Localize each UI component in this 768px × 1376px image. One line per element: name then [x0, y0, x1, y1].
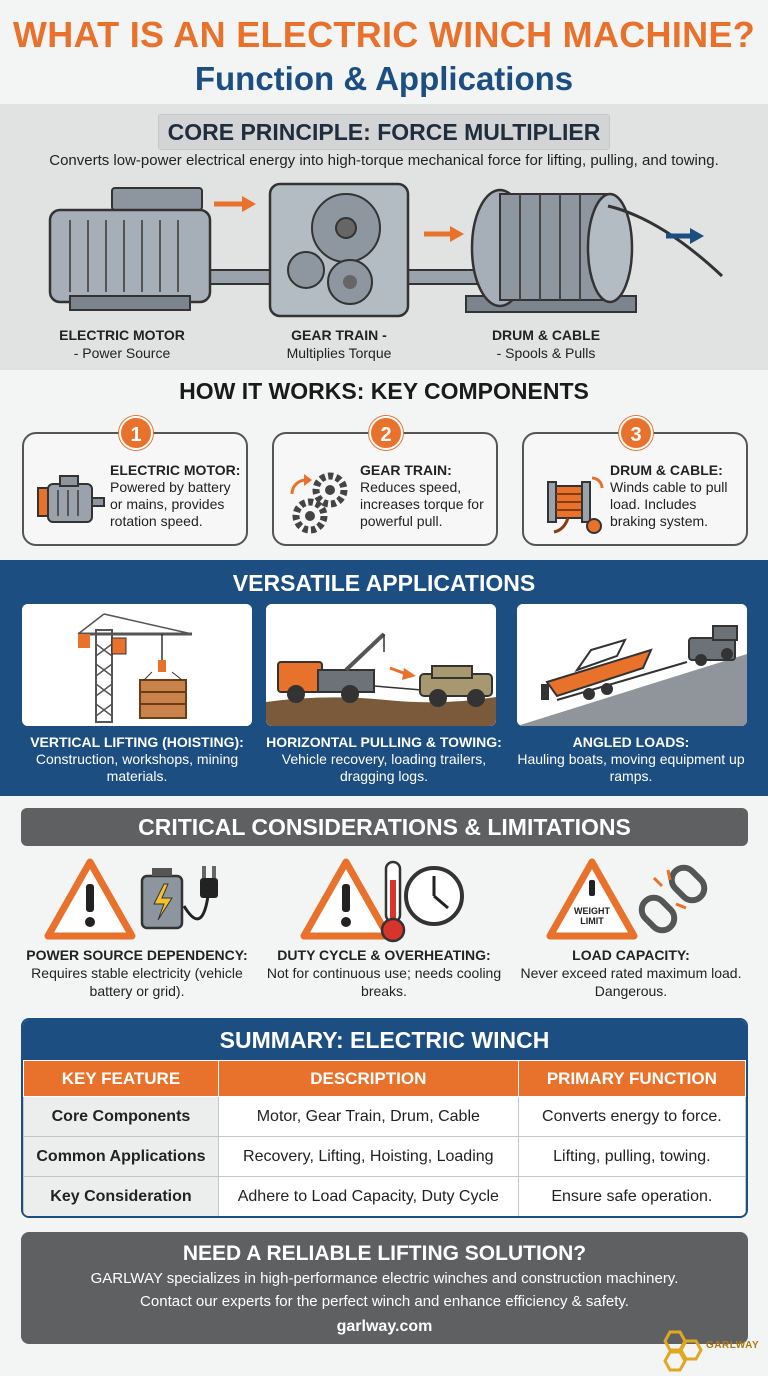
- table-cell: Common Applications: [24, 1137, 219, 1177]
- application-caption: HORIZONTAL PULLING & TOWING: Vehicle recovery, loading trailers, dragging logs.: [266, 734, 502, 784]
- page-title: WHAT IS AN ELECTRIC WINCH MACHINE?: [12, 14, 756, 55]
- column-header: DESCRIPTION: [218, 1061, 518, 1097]
- crane-hoisting-illustration: [22, 604, 252, 726]
- step-number-badge: 1: [119, 416, 153, 450]
- summary-table: [23, 1060, 746, 1217]
- component-text: Winds cable to pull load. Includes braking system.: [610, 479, 728, 529]
- gear-train-icon: [270, 184, 408, 316]
- consideration-caption: DUTY CYCLE & OVERHEATING: Not for continuous use; needs cooling breaks.: [266, 947, 502, 999]
- component-title: ELECTRIC MOTOR:: [110, 462, 241, 478]
- power-source-warning-icon: [44, 856, 224, 946]
- core-principle-description: Converts low-power electrical energy into high-torque mechanical force for lifting, pulling, and towing.: [49, 152, 719, 169]
- table-cell: Core Components: [24, 1097, 219, 1137]
- consideration-caption: POWER SOURCE DEPENDENCY: Requires stable electricity (vehicle battery or grid).: [26, 947, 248, 999]
- component-text: Reduces speed, increases torque for powerful pull.: [360, 479, 484, 529]
- table-row: [24, 1097, 746, 1137]
- table-cell: Key Consideration: [24, 1177, 219, 1217]
- summary-table-section: [21, 1018, 748, 1218]
- boat-trailer-icon: [517, 604, 747, 726]
- winch-mechanism-illustration: [0, 176, 768, 324]
- arrow-right-icon: [666, 228, 704, 244]
- website-link[interactable]: garlway.com: [336, 1318, 433, 1335]
- component-title: DRUM & CABLE:: [610, 462, 723, 478]
- table-row: [24, 1137, 746, 1177]
- overheating-warning-icon: [300, 856, 470, 946]
- column-header: PRIMARY FUNCTION: [518, 1061, 745, 1097]
- table-cell: Recovery, Lifting, Hoisting, Loading: [218, 1137, 518, 1177]
- cta-text: GARLWAY specializes in high-performance electric winches and construction machinery.: [90, 1270, 679, 1287]
- arrow-right-icon: [214, 196, 256, 212]
- table-header-row: [24, 1061, 746, 1097]
- how-it-works-title: HOW IT WORKS: KEY COMPONENTS: [179, 378, 589, 404]
- electric-motor-icon: [50, 188, 210, 310]
- arrow-right-icon: [424, 226, 464, 242]
- consideration-caption: LOAD CAPACITY: Never exceed rated maximum load. Dangerous.: [520, 947, 742, 999]
- summary-title: SUMMARY: ELECTRIC WINCH: [23, 1020, 746, 1060]
- considerations-title: CRITICAL CONSIDERATIONS & LIMITATIONS: [21, 808, 748, 846]
- gears-icon: [284, 468, 358, 538]
- garlway-logo: [656, 1328, 768, 1374]
- step-number-badge: 3: [619, 416, 653, 450]
- step-number-badge: 2: [369, 416, 403, 450]
- core-principle-title: CORE PRINCIPLE: FORCE MULTIPLIER: [158, 114, 610, 150]
- application-caption: ANGLED LOADS: Hauling boats, moving equipment up ramps.: [517, 734, 745, 784]
- motor-label: ELECTRIC MOTOR - Power Source: [59, 327, 185, 361]
- gear-train-label: GEAR TRAIN - Multiplies Torque: [286, 327, 392, 361]
- tow-truck-icon: [266, 604, 496, 726]
- header: [0, 0, 768, 104]
- component-card-drum-cable: [522, 424, 748, 546]
- component-card-gear-train: [272, 424, 498, 546]
- applications-title: VERSATILE APPLICATIONS: [232, 570, 536, 596]
- drum-cable-icon: [466, 190, 722, 312]
- table-cell: Motor, Gear Train, Drum, Cable: [218, 1097, 518, 1137]
- logo-text: GARLWAY: [706, 1340, 760, 1351]
- column-header: KEY FEATURE: [24, 1061, 219, 1097]
- page-subtitle: Function & Applications: [194, 60, 574, 97]
- drum-cable-label: DRUM & CABLE - Spools & Pulls: [491, 327, 601, 361]
- table-cell: Adhere to Load Capacity, Duty Cycle: [218, 1177, 518, 1217]
- table-cell: Lifting, pulling, towing.: [518, 1137, 745, 1177]
- table-cell: Ensure safe operation.: [518, 1177, 745, 1217]
- towing-illustration: [266, 604, 496, 726]
- component-title: GEAR TRAIN:: [360, 462, 452, 478]
- cta-title: NEED A RELIABLE LIFTING SOLUTION?: [182, 1242, 587, 1265]
- applications-section: [0, 560, 768, 796]
- cta-text: Contact our experts for the perfect winch and enhance efficiency & safety.: [140, 1293, 629, 1310]
- hexagon-logo-icon: [656, 1328, 706, 1374]
- drum-cable-icon: [534, 468, 608, 538]
- table-cell: Converts energy to force.: [518, 1097, 745, 1137]
- weight-limit-sign-text: WEIGHT LIMIT: [574, 906, 610, 926]
- component-text: Powered by battery or mains, provides rotation speed.: [110, 479, 231, 529]
- core-principle-section: [0, 104, 768, 370]
- tower-crane-icon: [22, 604, 252, 726]
- boat-ramp-illustration: [517, 604, 747, 726]
- table-row: [24, 1177, 746, 1217]
- motor-icon: [34, 468, 108, 538]
- component-card-motor: [22, 424, 248, 546]
- application-caption: VERTICAL LIFTING (HOISTING): Construction, workshops, mining materials.: [30, 734, 244, 784]
- weight-limit-warning-icon: [546, 856, 726, 946]
- call-to-action: [21, 1232, 748, 1344]
